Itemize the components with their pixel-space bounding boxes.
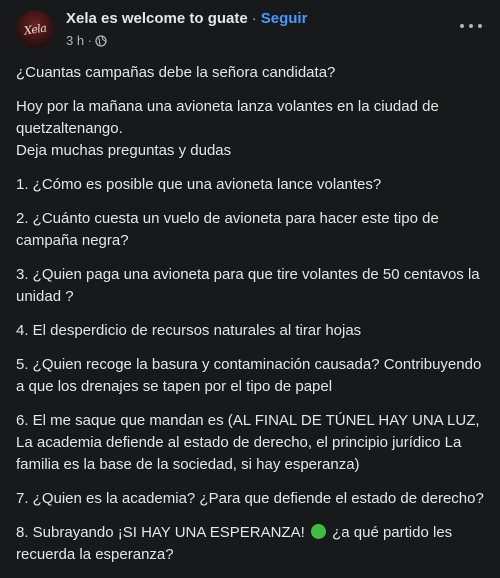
post-paragraph: Deja muchas preguntas y dudas bbox=[16, 142, 232, 159]
question-text-start: 8. Subrayando ¡SI HAY UNA ESPERANZA! bbox=[16, 524, 305, 541]
question-item: 7. ¿Quien es la academia? ¿Para que defiende el estado de derecho? bbox=[16, 490, 484, 507]
separator-dot: · bbox=[251, 10, 257, 27]
post-meta bbox=[66, 33, 107, 48]
question-item: 2. ¿Cuánto cuesta un vuelo de avioneta para hacer este tipo de campaña negra? bbox=[16, 210, 439, 249]
green-circle-icon bbox=[311, 524, 326, 539]
page-avatar[interactable] bbox=[16, 10, 54, 48]
question-item: 4. El desperdicio de recursos naturales al tirar hojas bbox=[16, 322, 362, 339]
post-timestamp[interactable]: 3 h · bbox=[66, 33, 93, 48]
post-header bbox=[0, 0, 500, 56]
post-body bbox=[16, 62, 486, 578]
question-item: 5. ¿Quien recoge la basura y contaminación causada? Contribuyendo a que los drenajes se tapen por el tipo de papel bbox=[16, 356, 482, 395]
more-options-icon-dot bbox=[460, 24, 464, 28]
follow-button[interactable]: Seguir bbox=[260, 10, 308, 27]
more-options-icon-dot bbox=[478, 24, 482, 28]
question-item bbox=[16, 522, 486, 566]
author-name[interactable]: Xela es welcome to guate bbox=[66, 10, 248, 27]
question-item: 3. ¿Quien paga una avioneta para que tire volantes de 50 centavos la unidad ? bbox=[16, 266, 480, 305]
post-paragraph: Hoy por la mañana una avioneta lanza volantes en la ciudad de quetzaltenango. bbox=[16, 98, 439, 137]
question-text-end: ¿a qué partido les recuerda la esperanza? bbox=[16, 524, 453, 563]
more-options-button[interactable] bbox=[460, 18, 482, 34]
question-item: 6. El me saque que mandan es (AL FINAL DE TÚNEL HAY UNA LUZ, La academia defiende al estado de derecho, el principio jurídico La familia es la base de la sociedad, si hay esperanza) bbox=[16, 412, 480, 473]
globe-icon bbox=[95, 35, 107, 47]
post-author-line bbox=[66, 10, 307, 27]
avatar-logo-text: Xela bbox=[22, 21, 47, 37]
post-paragraph: ¿Cuantas campañas debe la señora candidata? bbox=[16, 64, 336, 81]
more-options-icon-dot bbox=[469, 24, 473, 28]
question-item: 1. ¿Cómo es posible que una avioneta lance volantes? bbox=[16, 176, 382, 193]
